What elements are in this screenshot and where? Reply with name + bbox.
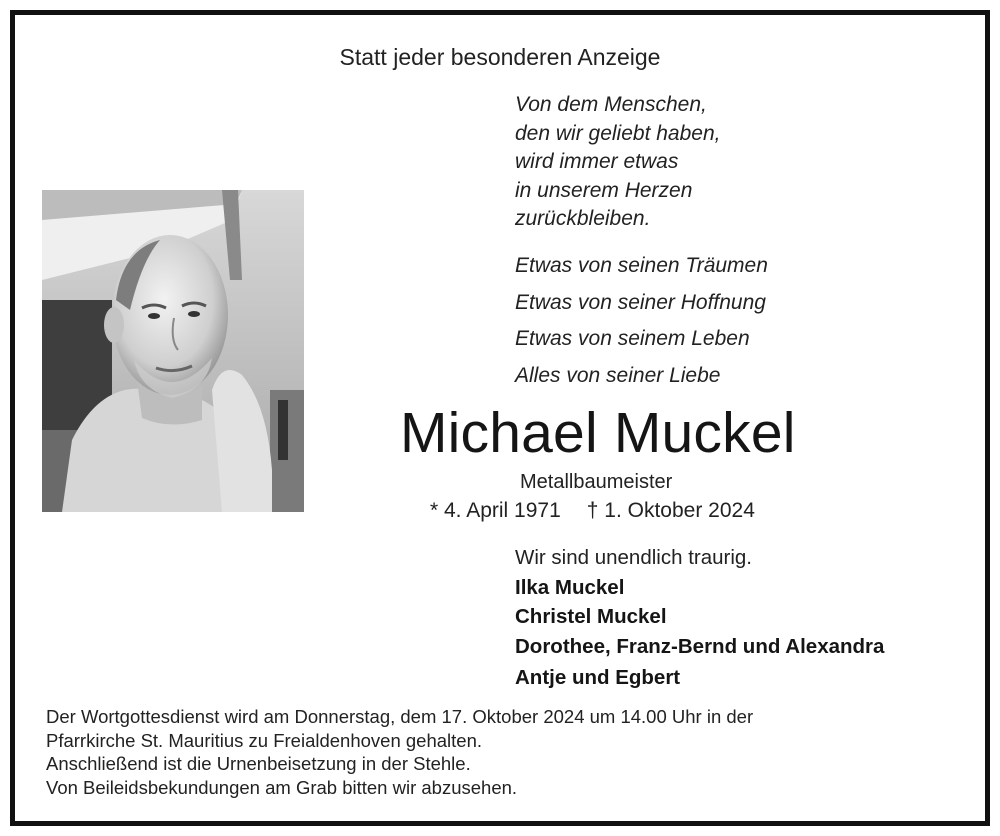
poem-line: wird immer etwas xyxy=(515,150,679,173)
notice-line: Der Wortgottesdienst wird am Donnerstag, dem 17. Oktober 2024 um 14.00 Uhr in der xyxy=(46,706,754,727)
mourner-name: Christel Muckel xyxy=(515,605,667,628)
mourner-name: Dorothee, Franz-Bernd und Alexandra xyxy=(515,634,885,658)
poem-stanza-1 xyxy=(515,91,720,234)
mourner-name: Antje und Egbert xyxy=(515,666,681,689)
deceased-profession: Metallbaumeister xyxy=(520,471,673,493)
poem-line: Etwas von seiner Hoffnung xyxy=(515,290,766,314)
poem-line: den wir geliebt haben, xyxy=(515,121,721,145)
poem-line: in unserem Herzen xyxy=(515,178,693,202)
poem-line: Etwas von seinen Träumen xyxy=(515,254,768,277)
deceased-name: Michael Muckel xyxy=(400,401,796,465)
death-date: † 1. Oktober 2024 xyxy=(586,499,755,522)
service-notice xyxy=(46,705,753,800)
life-dates xyxy=(430,499,755,523)
poem-line: Etwas von seinem Leben xyxy=(515,327,750,350)
poem-stanza-2 xyxy=(515,248,768,394)
mourners-block xyxy=(515,543,884,693)
mourners-intro: Wir sind unendlich traurig. xyxy=(515,546,752,569)
obituary-card xyxy=(10,10,990,826)
notice-line: Von Beileidsbekundungen am Grab bitten wir abzusehen. xyxy=(46,777,518,799)
poem-line: Von dem Menschen, xyxy=(515,93,707,116)
portrait-photo xyxy=(42,190,304,512)
portrait-illustration xyxy=(42,190,304,512)
poem-line: Alles von seiner Liebe xyxy=(515,363,721,387)
header-title: Statt jeder besonderen Anzeige xyxy=(339,44,661,70)
notice-line: Anschließend ist die Urnenbeisetzung in der Stehle. xyxy=(46,753,471,775)
poem-line: zurückbleiben. xyxy=(515,207,651,230)
birth-date: * 4. April 1971 xyxy=(430,499,561,522)
mourner-name: Ilka Muckel xyxy=(515,575,625,599)
notice-line: Pfarrkirche St. Mauritius zu Freialdenhoven gehalten. xyxy=(46,729,482,751)
